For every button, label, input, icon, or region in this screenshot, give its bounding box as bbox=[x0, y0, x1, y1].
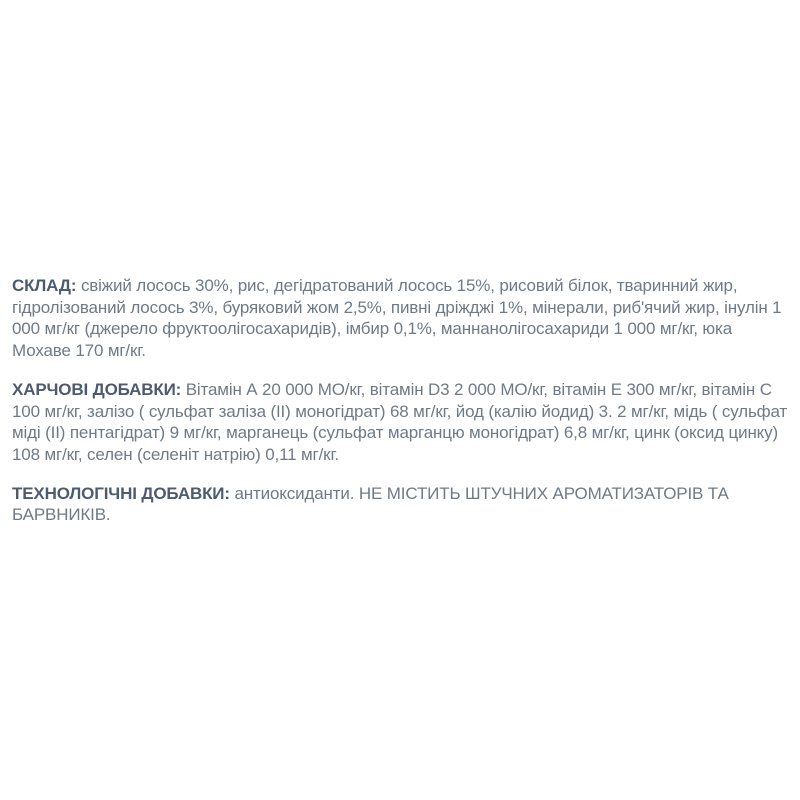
technological-additives-text: антиоксиданти. НЕ МІСТИТЬ ШТУЧНИХ АРОМАТИЗАТОРІВ ТА БАРВНИКІВ. bbox=[12, 483, 729, 525]
nutritional-additives-text: Вітамін А 20 000 МО/кг, вітамін D3 2 000 МО/кг, вітамін Е 300 мг/кг, вітамін С 100 мг/кг, залізо ( сульфат заліза (ІІ) моногідрат) 68 мг/кг, йод (калію йодид) 3. 2 мг/кг, мідь ( сульфат міді (ІІ) пентагідрат) 9 мг/кг, марганець (сульфат марганцю моногідрат) 6,8 мг/кг, цинк (оксид цинку) 108 мг/кг, селен (селеніт натрію) 0,11 мг/кг. bbox=[12, 379, 788, 464]
technological-additives-label: ТЕХНОЛОГІЧНІ ДОБАВКИ: bbox=[12, 483, 230, 503]
nutritional-additives-label: ХАРЧОВІ ДОБАВКИ: bbox=[12, 379, 182, 399]
technological-additives-paragraph bbox=[12, 483, 792, 526]
product-description-text-block bbox=[12, 275, 792, 526]
composition-paragraph bbox=[12, 275, 792, 362]
composition-label: СКЛАД: bbox=[12, 276, 77, 295]
composition-text: свіжий лосось 30%, рис, дегідратований лосось 15%, рисовий білок, тваринний жир, гідролізований лосось 3%, буряковий жом 2,5%, пивні дріжджі 1%, мінерали, риб'ячий жир, інулін 1 000 мг/кг (джерело фруктоолігосахаридів), імбир 0,1%, маннанолігосахариди 1 000 мг/кг, юка Мохаве 170 мг/кг. bbox=[12, 276, 782, 361]
nutritional-additives-paragraph bbox=[12, 379, 792, 466]
